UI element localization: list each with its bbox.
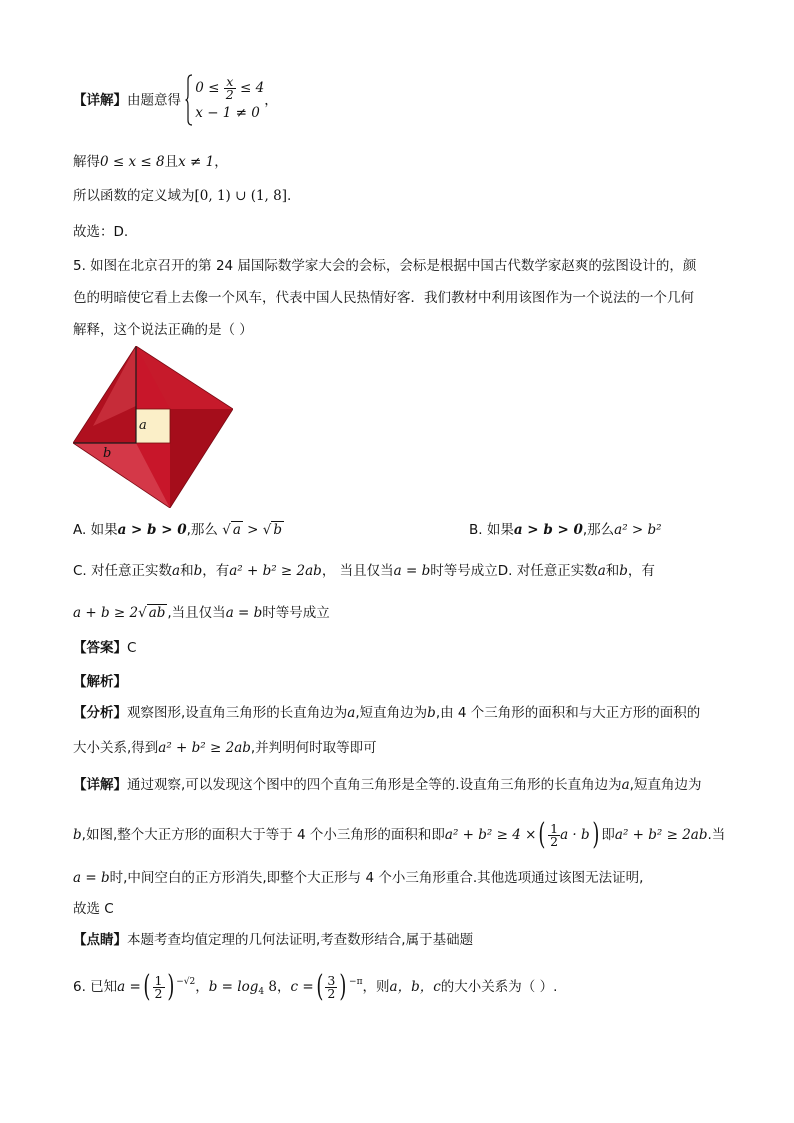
domain-line: 所以函数的定义域为[0, 1) ∪ (1, 8]. xyxy=(73,188,292,204)
xiangjie-line-1: 【详解】通过观察,可以发现这个图中的四个直角三角形是全等的.设直角三角形的长直角边为a,短直角边为 xyxy=(73,777,702,793)
inequality-system xyxy=(185,76,264,125)
detail-lead: 由题意得 xyxy=(127,92,181,109)
analysis-tag: 【解析】 xyxy=(73,674,127,690)
answer-line: 【答案】C xyxy=(73,640,137,656)
q5-line-1: 5. 如图在北京召开的第 24 届国际数学家大会的会标，会标是根据中国古代数学家赵爽的弦图设计的，颜 xyxy=(73,258,697,274)
option-b: B. 如果a > b > 0,那么a² > b² xyxy=(469,522,662,538)
zhao-shuang-diagram xyxy=(73,346,233,508)
solve-line: 解得0 ≤ x ≤ 8且x ≠ 1， xyxy=(73,154,228,170)
label-b: b xyxy=(103,446,112,461)
dianjing-line: 【点睛】本题考查均值定理的几何法证明,考查数形结合,属于基础题 xyxy=(73,932,474,948)
q5-line-3: 解释，这个说法正确的是（ ） xyxy=(73,322,253,338)
choose-line-2: 故选 C xyxy=(73,901,114,917)
q6-line: 6. 已知a =( $\frac{1}{2}$ ) $^{-√2}$，$b = \log_4 8$，c =( $\frac{3}{2}$ ) $^{-\pi}$，则a，b，c的大小关系为（ ）. xyxy=(73,969,558,1004)
xiangjie-line-3: a = b时,中间空白的正方形消失,即整个大正形与 4 个小三角形重合.其他选项通过该图无法证明, xyxy=(73,870,644,886)
options-ab xyxy=(73,520,773,540)
detail-trail: ， xyxy=(264,92,278,109)
options-cd-line-2: a + b ≥ 2√ ab ,当且仅当a = b时等号成立 xyxy=(73,605,330,621)
choose-line-1: 故选：D. xyxy=(73,224,129,240)
sqrt-a: √ a xyxy=(222,522,241,538)
option-a: A. 如果a > b > 0,那么 √ a > √ b xyxy=(73,522,283,538)
detail-tag: 【详解】 xyxy=(73,92,127,109)
detail-system-line xyxy=(73,76,278,125)
system-row-1: 0 ≤ $\frac{x}{2}$ ≤ 4 xyxy=(195,74,265,102)
option-c: C. 对任意正实数a和b，有a² + b² ≥ 2ab， 当且仅当a = b时等号成立 xyxy=(73,563,498,579)
sqrt-b: √ b xyxy=(262,522,283,538)
options-cd-line-1 xyxy=(73,561,655,581)
q5-line-2: 色的明暗使它看上去像一个风车，代表中国人民热情好客．我们教材中利用该图作为一个说法的一个几何 xyxy=(73,290,694,306)
fenxi-line-1: 【分析】观察图形,设直角三角形的长直角边为a,短直角边为b,由 4 个三角形的面积和与大正方形的面积的 xyxy=(73,705,701,721)
xiangjie-line-2: b,如图,整个大正方形的面积大于等于 4 个小三角形的面积和即a² + b² ≥ 4 ×( $\frac{1}{2}$ a · b) 即a² + b² ≥ 2ab.当 xyxy=(73,817,726,852)
fenxi-line-2: 大小关系,得到a² + b² ≥ 2ab,并判明何时取等即可 xyxy=(73,740,377,756)
option-d: D. 对任意正实数a和b，有 xyxy=(497,563,655,579)
left-brace-icon xyxy=(185,74,193,126)
label-a: a xyxy=(139,418,147,433)
system-row-2: x − 1 ≠ 0 xyxy=(195,105,260,121)
